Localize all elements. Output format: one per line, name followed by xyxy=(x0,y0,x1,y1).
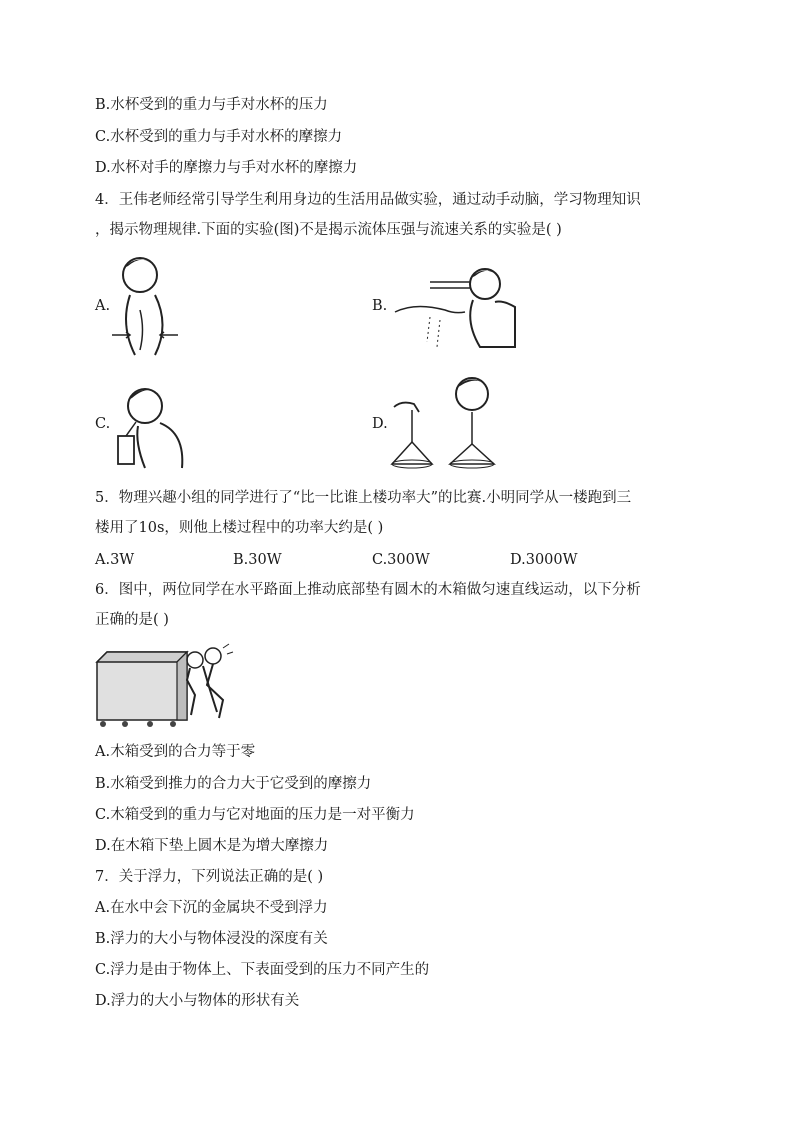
q5-option-d: D.3000W xyxy=(510,552,578,568)
q4-figure-c-label: C. xyxy=(95,416,111,432)
q3-option-b: B.水杯受到的重力与手对水杯的压力 xyxy=(95,97,328,113)
q6-option-c: C.木箱受到的重力与它对地面的压力是一对平衡力 xyxy=(95,807,415,823)
q4-figure-a-label: A. xyxy=(95,298,111,314)
q7-option-b: B.浮力的大小与物体浸没的深度有关 xyxy=(95,931,328,947)
q3-option-c: C.水杯受到的重力与手对水杯的摩擦力 xyxy=(95,129,343,145)
q4-figure-b-label: B. xyxy=(372,298,388,314)
q5-option-b: B.30W xyxy=(233,552,282,568)
q4-stem-line2: ，揭示物理规律.下面的实验(图)不是揭示流体压强与流速关系的实验是( ) xyxy=(95,222,562,238)
q6-option-a: A.木箱受到的合力等于零 xyxy=(95,744,256,760)
q5-stem-line1: 5．物理兴趣小组的同学进行了“比一比谁上楼功率大”的比赛.小明同学从一楼跑到三 xyxy=(95,490,632,506)
q4-stem-line1: 4．王伟老师经常引导学生利用身边的生活用品做实验，通过动手动脑，学习物理知识 xyxy=(95,192,641,208)
q4-figure-d xyxy=(384,372,509,474)
q6-option-d: D.在木箱下垫上圆木是为增大摩擦力 xyxy=(95,838,329,854)
q7-option-a: A.在水中会下沉的金属块不受到浮力 xyxy=(95,900,328,916)
q3-option-d: D.水杯对手的摩擦力与手对水杯的摩擦力 xyxy=(95,160,358,176)
q5-stem-line2: 楼用了10s，则他上楼过程中的功率大约是( ) xyxy=(95,520,384,536)
q4-figure-d-label: D. xyxy=(372,416,388,432)
q4-figure-a xyxy=(110,250,185,365)
q5-option-c: C.300W xyxy=(372,552,430,568)
q7-stem: 7．关于浮力，下列说法正确的是( ) xyxy=(95,869,324,885)
q6-stem-line1: 6．图中，两位同学在水平路面上推动底部垫有圆木的木箱做匀速直线运动，以下分析 xyxy=(95,582,641,598)
q6-figure-box-push xyxy=(95,640,240,730)
q7-option-c: C.浮力是由于物体上、下表面受到的压力不同产生的 xyxy=(95,962,430,978)
q4-figure-b xyxy=(385,262,520,357)
q6-option-b: B.水箱受到推力的合力大于它受到的摩擦力 xyxy=(95,776,372,792)
q5-option-a: A.3W xyxy=(95,552,135,568)
q7-option-d: D.浮力的大小与物体的形状有关 xyxy=(95,993,300,1009)
q4-figure-c xyxy=(110,378,190,470)
q6-stem-line2: 正确的是( ) xyxy=(95,612,169,628)
